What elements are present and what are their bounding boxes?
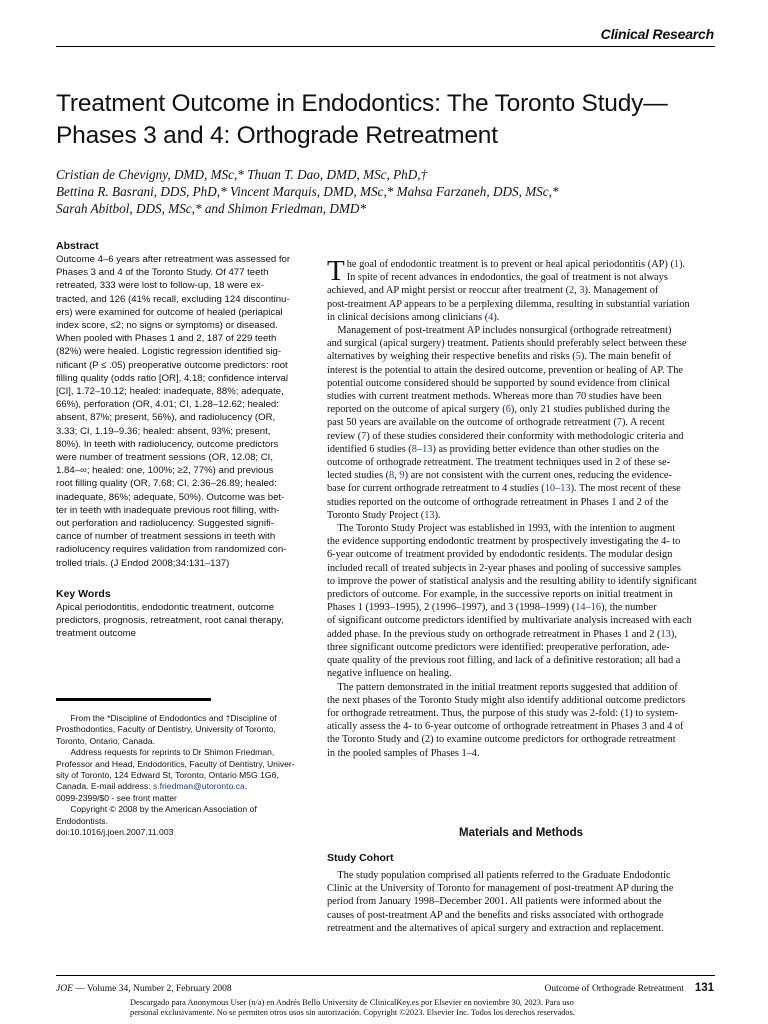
text-run: ) are not consistent with the current ones, reducing the evidence-	[404, 470, 672, 482]
text-run: the next phases of the Toronto Study might also identify additional outcome predictors	[327, 694, 686, 706]
footnote-line: doi:10.1016/j.joen.2007.11.003	[56, 827, 174, 838]
citation-link[interactable]: 3	[579, 285, 585, 297]
left-column	[56, 240, 306, 640]
body-line	[327, 707, 715, 720]
citation-link[interactable]: 8–13	[411, 443, 433, 455]
citation-link[interactable]: 10–13	[544, 483, 571, 495]
body-line	[327, 575, 715, 588]
body-line	[327, 733, 715, 746]
text-run: atically assess the 4- to 6-year outcome of orthograde retreatment in Phases 3 and 4 of	[327, 721, 684, 733]
text-run: ). The most recent of these	[570, 483, 681, 495]
text-run: achieved, and AP might persist or reoccur after treatment (	[327, 285, 570, 297]
download-line: Descargado para Anonymous User (n/a) en Andrés Bello University de ClinicalKey.es por Elsevier en noviembre 30, 2023. Para uso	[130, 998, 574, 1007]
text-run: ), the number	[601, 602, 657, 614]
abstract-line: absent, 87%; present, 56%), and radiolucency (OR,	[56, 412, 276, 424]
article-title	[56, 88, 736, 152]
citation-link[interactable]: 13	[660, 628, 671, 640]
email-link[interactable]: s.friedman@utoronto.ca.	[152, 781, 248, 792]
text-run: Phases 1 (1993–1995), 2 (1996–1997), and 3 (1998–1999) (	[327, 602, 576, 614]
text-run: quate quality of the previous root filling, and lack of a definitive restoration; all had a	[327, 655, 681, 667]
text-run: in clinical decisions among clinicians (	[327, 311, 489, 323]
text-run: ) of these studies considered their conformity with methodologic criteria and	[366, 430, 684, 442]
keyword-line: treatment outcome	[56, 628, 136, 640]
citation-link[interactable]: 4	[488, 311, 494, 323]
text-run: The pattern demonstrated in the initial treatment reports suggested that addition of	[327, 681, 678, 693]
text-run: interest is the potential to attain the desired outcome, prevention or healing of AP. The	[327, 364, 684, 376]
footnote-line: Address requests for reprints to Dr Shimon Friedman,	[56, 747, 275, 758]
text-run: the Toronto Study and (2) to examine outcome predictors for orthograde retreatment	[327, 734, 676, 746]
abstract-line: cance of number of treatment sessions in teeth with	[56, 531, 276, 543]
text-run: the evidence supporting endodontic treatment by prospectively investigating the 4- to	[327, 536, 681, 548]
body-line	[327, 614, 715, 627]
text-run: of significant outcome predictors identified by multivariate analysis increased with each	[327, 615, 692, 627]
abstract-line: inadequate, 86%; adequate, 50%). Outcome was bet-	[56, 491, 285, 503]
abstract-line: 80%). In teeth with radiolucency, outcome predictors	[56, 438, 279, 450]
text-run: ).	[434, 509, 441, 521]
keyword-line: Apical periodontitis, endodontic treatment, outcome	[56, 601, 275, 613]
body-line	[327, 562, 715, 575]
footnote-line: sity of Toronto, 124 Edward St, Toronto, Ontario M5G 1G6,	[56, 770, 279, 781]
citation-link[interactable]: 9	[399, 470, 405, 482]
text-run: alternatives by weighing their respective benefits and risks (	[327, 351, 576, 363]
page-number: 131	[694, 982, 714, 994]
body-line	[327, 416, 715, 429]
footnote-lines	[56, 793, 306, 839]
author-line: Bettina R. Basrani, DDS, PhD,* Vincent Marquis, DMD, MSc,* Mahsa Farzaneh, DDS, MSc,*	[56, 184, 559, 199]
text-run: three significant outcome predictors were identified: preoperative perforation, ade-	[327, 641, 670, 653]
text-run: past 50 years are available on the outcome of orthograde retreatment (	[327, 417, 617, 429]
citation-link[interactable]: 2	[569, 285, 575, 297]
body-line: period from January 1998–December 2001. All patients were informed about the	[327, 896, 662, 908]
footer-journal	[56, 984, 232, 994]
body-line	[327, 747, 715, 760]
abstract-line: were number of treatment sessions (OR, 12.08; CI,	[56, 452, 274, 464]
text-run: ), only 21 studies published during the	[510, 404, 670, 416]
body-line: causes of post-treatment AP and the benefits and risks associated with orthograde	[327, 909, 664, 921]
abstract-line: 1.84–∞; healed: one, 100%; ≥2, 77%) and previous	[56, 465, 274, 477]
citation-link[interactable]: 14–16	[575, 602, 602, 614]
body-line	[327, 509, 715, 522]
paragraph-intro	[327, 255, 715, 324]
author-line: Cristian de Chevigny, DMD, MSc,* Thuan T. Dao, DMD, MSc, PhD,†	[56, 167, 428, 182]
text-run: ). The main benefit of	[580, 351, 672, 363]
text-run: to improve the power of statistical analysis and the resulting ability to identify significant	[327, 575, 697, 587]
body-line	[327, 720, 715, 733]
body-line	[327, 601, 715, 614]
footnotes	[56, 713, 306, 838]
body-line	[327, 337, 715, 350]
keywords-text	[56, 601, 306, 641]
text-run: negative influence on healing.	[327, 668, 452, 680]
footnote-line: 0099-2399/$0 - see front matter	[56, 792, 177, 803]
citation-link[interactable]: 7	[361, 430, 367, 442]
abstract-line: (82%) were healed. Logistic regression identified sig-	[56, 346, 282, 358]
body-line	[327, 667, 715, 680]
paragraph-purpose	[327, 681, 715, 760]
text-run: ). A recent	[621, 417, 665, 429]
body-line	[327, 271, 715, 284]
body-line	[327, 324, 715, 337]
body-line	[327, 456, 715, 469]
abstract-line: ter in teeth with inadequate previous root filling, with-	[56, 504, 280, 516]
journal-issue: — Volume 34, Number 2, February 2008	[72, 984, 232, 994]
text-run: ).	[679, 259, 686, 270]
footnote-line: Prosthodontics, Faculty of Dentistry, University of Toronto,	[56, 724, 276, 735]
body-line	[327, 681, 715, 694]
abstract-line: When pooled with Phases 1 and 2, 187 of 229 teeth	[56, 333, 277, 345]
footnote-line: From the *Discipline of Endodontics and †Discipline of	[56, 713, 277, 723]
text-run: predictors of outcome. For example, in the successive reports on initial treatment in	[327, 589, 673, 601]
bottom-rule	[56, 975, 715, 976]
text-run: ,	[394, 470, 400, 482]
abstract-line: out perforation and radiolucency. Suggested signifi-	[56, 518, 274, 530]
body-line	[327, 390, 715, 403]
abstract-line: Outcome 4–6 years after retreatment was assessed for	[56, 254, 291, 265]
top-rule	[56, 46, 715, 47]
abstract-line: trolled trials. (J Endod 2008;34:131–137)	[56, 557, 230, 569]
body-line	[327, 311, 715, 324]
body-line	[327, 628, 715, 641]
citation-link[interactable]: 5	[575, 351, 581, 363]
download-line: personal exclusivamente. No se permiten otros usos sin autorización. Copyright ©2023. Elsevier Inc. Todos los derechos reservados.	[130, 1007, 575, 1017]
body-line	[327, 522, 715, 535]
body-line: retreatment and the alternatives of apical surgery and extraction and replacement.	[327, 922, 664, 934]
citation-link[interactable]: 1	[673, 259, 680, 270]
text-run: In spite of recent advances in endodontics, the goal of treatment is not always	[346, 272, 668, 284]
abstract-line: filling quality (odds ratio [OR], 4.18; confidence interval	[56, 372, 288, 384]
abstract-line: 3.33; CI, 1.19–9.36; healed: absent, 93%; present,	[56, 425, 271, 437]
paragraph-management	[327, 324, 715, 522]
abstract-line: ers) were examined for outcome of healed (periapical	[56, 306, 283, 318]
text-run: and surgical (apical surgery) treatment. Patients should preferably select between these	[327, 338, 687, 350]
body-line	[327, 350, 715, 363]
keywords-heading: Key Words	[56, 587, 111, 600]
section-label: Clinical Research	[600, 26, 714, 42]
text-run: in the pooled samples of Phases 1–4.	[327, 747, 480, 759]
text-run: ) as providing better evidence than other studies on the	[432, 443, 660, 455]
body-line: post-treatment AP appears to be a perplexing dilemma, resulting in substantial variation	[327, 298, 690, 310]
running-title: Outcome of Orthograde Retreatment	[544, 984, 684, 994]
body-line	[327, 641, 715, 654]
abstract-line: [CI], 1.72–10.12; healed: inadequate, 88%; adequate,	[56, 386, 284, 398]
title-line: Phases 3 and 4: Orthograde Retreatment	[56, 122, 498, 149]
body-line	[327, 535, 715, 548]
methods-heading: Materials and Methods	[459, 827, 583, 839]
text-run: Management of post-treatment AP includes nonsurgical (orthograde retreatment)	[327, 325, 672, 337]
abstract-line: root filling quality (OR, 7.68; CI, 2.36–26.89; healed:	[56, 478, 277, 490]
study-cohort-text	[327, 869, 715, 935]
text-run: Toronto Study Project (	[327, 509, 425, 521]
text-run: ,	[574, 285, 580, 297]
body-line	[327, 469, 715, 482]
text-run: identified 6 studies (	[327, 443, 412, 455]
citation-link[interactable]: 8	[389, 470, 395, 482]
citation-link[interactable]: 13	[424, 509, 435, 521]
keyword-line: predictors, prognosis, retreatment, root canal therapy,	[56, 615, 284, 627]
body-line	[327, 443, 715, 456]
body-text	[327, 255, 715, 760]
body-line	[327, 430, 715, 443]
text-run: lected studies (	[327, 470, 390, 482]
text-run: ). Management of	[584, 285, 659, 297]
title-line: Treatment Outcome in Endodontics: The Toronto Study—	[56, 90, 668, 117]
body-line	[327, 588, 715, 601]
footnote-email-line	[56, 781, 306, 792]
abstract-line: Phases 3 and 4 of the Toronto Study. Of 477 teeth	[56, 267, 269, 279]
text-run: The Toronto Study Project was established in 1993, with the intention to augment	[327, 523, 676, 535]
body-line: Clinic at the University of Toronto for management of post-treatment AP during the	[327, 883, 674, 895]
text-run: included recall of treated subjects in 2-year phases and pooling of successive samples	[327, 562, 681, 574]
footnote-line: Endodontists.	[56, 815, 109, 826]
body-line	[327, 284, 715, 297]
drop-cap: T	[327, 255, 345, 287]
citation-link[interactable]: 6	[505, 404, 511, 416]
author-line: Sarah Abitbol, DDS, MSc,* and Shimon Friedman, DMD*	[56, 201, 367, 216]
text-run: ),	[670, 628, 677, 640]
author-list	[56, 166, 736, 217]
text-run: he goal of endodontic treatment is to prevent or heal apical periodontitis (AP) (	[346, 259, 674, 270]
footnote-line: Professor and Head, Endodontics, Faculty of Dentistry, Univer-	[56, 758, 295, 769]
text-run: outcome of orthograde retreatment. The treatment techniques used in 2 of these se-	[327, 457, 671, 469]
text-run: base for current orthograde retreatment to 4 studies (	[327, 483, 545, 495]
study-cohort-heading: Study Cohort	[327, 852, 394, 864]
journal-abbrev: JOE	[56, 984, 73, 994]
abstract-heading: Abstract	[56, 240, 99, 252]
body-line	[327, 364, 715, 377]
paragraph-toronto-study	[327, 522, 715, 680]
body-line	[327, 403, 715, 416]
text-run: reported on the outcome of apical surgery (	[327, 404, 506, 416]
footnote-lines	[56, 713, 306, 781]
footnote-divider	[56, 698, 211, 701]
body-line	[327, 548, 715, 561]
footnote-line: Copyright © 2008 by the American Association of	[56, 804, 257, 815]
footnote-line: Toronto, Ontario, Canada.	[56, 735, 155, 746]
text-run: 6-year outcome of treatment provided by endodontic residents. The modular design	[327, 549, 673, 561]
text-run: for orthograde retreatment. Thus, the purpose of this study was 2-fold: (1) to system-	[327, 707, 679, 719]
abstract-text	[56, 253, 306, 570]
body-line	[327, 654, 715, 667]
abstract-line: retreated, 333 were lost to follow-up, 18 were ex-	[56, 280, 264, 292]
abstract-line: 66%), perforation (OR, 4.01; CI, 1.28–12.62; healed:	[56, 399, 279, 411]
abstract-line: tracted, and 126 (41% recall, excluding 124 discontinu-	[56, 293, 290, 305]
body-line	[327, 482, 715, 495]
body-line: The study population comprised all patients referred to the Graduate Endodontic	[327, 870, 671, 881]
text-run: review (	[327, 430, 362, 442]
text-run: ).	[493, 311, 500, 323]
body-line	[327, 496, 715, 509]
text-run: potential outcome considered should be supported by sound evidence from clinical	[327, 377, 670, 389]
text-run: studies reported on the outcome of orthograde retreatment in Phases 1 and 2 of the	[327, 496, 669, 508]
abstract-line: index score, ≤2; no signs or symptoms) or diseased.	[56, 320, 278, 332]
footnote-line: Canada. E-mail address:	[56, 781, 153, 792]
download-notice	[130, 998, 650, 1017]
body-line	[327, 258, 715, 271]
abstract-line: nificant (P ≤ .05) preoperative outcome predictors: root	[56, 359, 288, 371]
abstract-line: radiolucency requires validation from randomized con-	[56, 544, 287, 556]
body-line	[327, 694, 715, 707]
body-line	[327, 377, 715, 390]
text-run: added phase. In the previous study on orthograde retreatment in Phases 1 and 2 (	[327, 628, 661, 640]
citation-link[interactable]: 7	[616, 417, 622, 429]
text-run: studies with current treatment methods. Whereas more than 70 studies have been	[327, 391, 662, 403]
